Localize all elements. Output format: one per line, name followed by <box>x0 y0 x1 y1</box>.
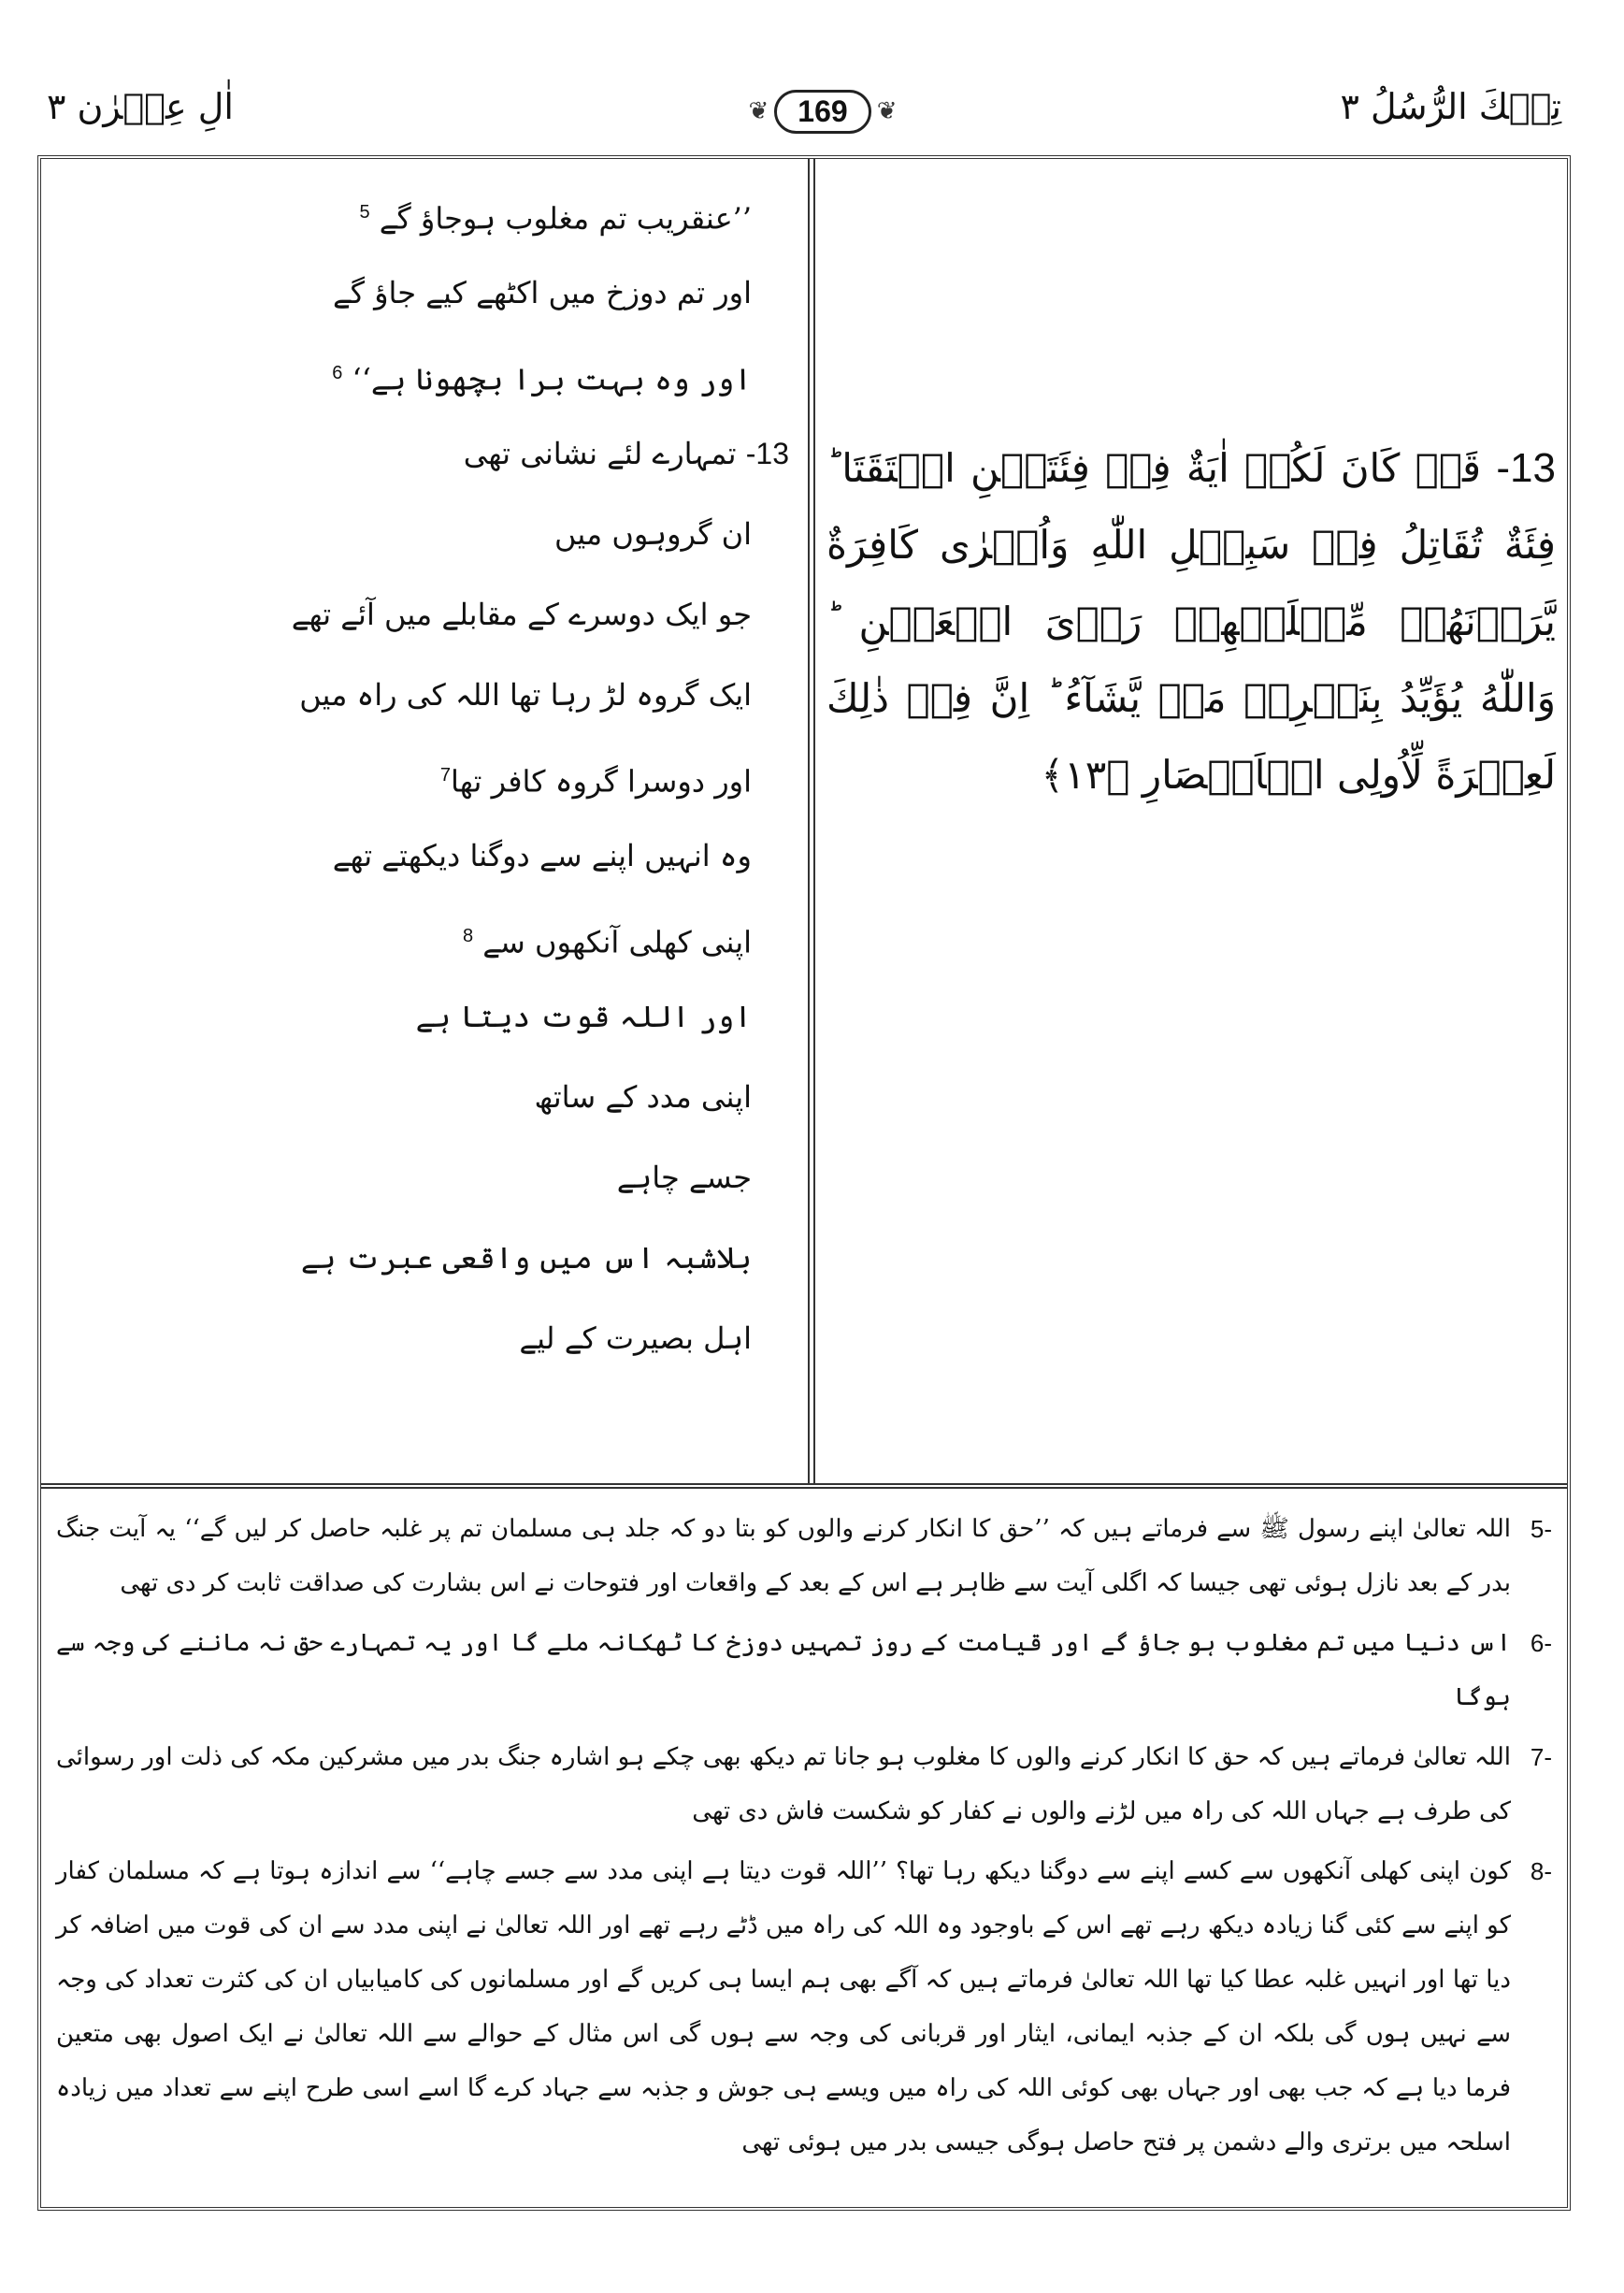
footnote <box>56 1502 1552 1610</box>
arabic-text: قَدۡ كَانَ لَكُمۡ اٰيَةٌ فِىۡ فِئَتَيۡنِ الۡتَقَتَا ؕ فِئَةٌ تُقَاتِلُ فِىۡ سَبِيۡلِ اللّٰهِ وَاُخۡرٰى كَافِرَةٌ يَّرَوۡنَهُمۡ مِّثۡلَيۡهِمۡ رَاۡىَ الۡعَيۡنِ ؕ وَاللّٰهُ يُؤَيِّدُ بِنَصۡرِهٖ مَنۡ يَّشَآءُ ؕ اِنَّ فِىۡ ذٰلِكَ لَعِبۡرَةً لِّاُولِى الۡاَبۡصَارِ ﴿۱۳﴾ <box>826 445 1556 798</box>
ornament-icon: ❦ <box>876 97 898 125</box>
translation-line: اور تم دوزخ میں اکٹھے کیے جاؤ گے <box>332 275 752 310</box>
urdu-translation <box>97 172 789 1378</box>
translation-line: اہل بصیرت کے لیے <box>519 1320 752 1356</box>
column-divider <box>808 159 815 1483</box>
footnote-text: اللہ تعالیٰ اپنے رسول ﷺ سے فرماتے ہیں کہ ’’حق کا انکار کرنے والوں کو بتا دو کہ جلد ہی مسلمان تم پر غلبہ حاصل کر لیں گے‘‘ یہ آیت جنگ بدر کے بعد نازل ہوئی تھی جیسا کہ اگلی آیت سے ظاہر ہے اس کے بعد کے واقعات اور فتوحات نے اس بشارت کی صداقت ثابت کر دی تھی <box>56 1515 1511 1597</box>
translation-line: اپنی مدد کے ساتھ <box>534 1079 752 1115</box>
translation-line: جو ایک دوسرے کے مقابلے میں آئے تھے <box>291 597 752 632</box>
translation-ayah-line: 13- تمہارے لئے نشانی تھی <box>463 436 789 471</box>
translation-ayah-label: 13- <box>745 437 789 470</box>
footnotes <box>56 1502 1552 2175</box>
page-number: 169 <box>774 90 870 134</box>
page-header <box>37 82 1571 148</box>
translation-line: ’’عنقریب تم مغلوب ہوجاؤ گے $^5$ <box>359 200 752 237</box>
translation-line: اور وہ بہت برا بچھونا ہے‘‘ $^6$ <box>332 361 752 397</box>
translation-line: اپنی کھلی آنکھوں سے $^8$ <box>463 924 752 960</box>
footnote-number: -8 <box>1530 1857 1552 1885</box>
translation-line: ایک گروہ لڑ رہا تھا اللہ کی راہ میں <box>299 677 752 713</box>
footnote-number: -5 <box>1530 1515 1552 1543</box>
ayah-number: 13- <box>1496 445 1556 491</box>
ornament-icon: ❦ <box>748 97 769 125</box>
section-divider <box>41 1483 1567 1489</box>
page-frame <box>37 155 1571 2211</box>
page-number-badge <box>729 82 916 140</box>
footnote-text: اللہ تعالیٰ فرماتے ہیں کہ حق کا انکار کرنے والوں کا مغلوب ہو جانا تم دیکھ بھی چکے ہو اشارہ جنگ بدر میں مشرکین مکہ کی ذلت اور رسوائی کی طرف ہے جہاں اللہ کی راہ میں لڑنے والوں نے کفار کو شکست فاش دی تھی <box>56 1743 1511 1825</box>
translation-line: اور اللہ قوت دیتا ہے <box>415 999 752 1034</box>
surah-title: اٰلِ عِمۡرٰن ۳ <box>47 86 234 127</box>
translation-line: وہ انہیں اپنے سے دوگنا دیکھتے تھے <box>332 838 752 873</box>
translation-line: جسے چاہے <box>616 1160 752 1195</box>
footnote-number: -7 <box>1530 1743 1552 1771</box>
footnote-text: اس دنیا میں تم مغلوب ہو جاؤ گے اور قیامت کے روز تمہیں دوزخ کا ٹھکانہ ملے گا اور یہ تمہارے حق نہ ماننے کی وجہ سے ہوگا <box>56 1629 1511 1711</box>
translation-line: ان گروہوں میں <box>553 516 752 552</box>
arabic-verse <box>826 430 1556 814</box>
para-title: تِلۡكَ الرُّسُلُ ۳ <box>1340 86 1561 127</box>
footnote <box>56 1616 1552 1724</box>
footnote-text: کون اپنی کھلی آنکھوں سے کسے اپنے سے دوگنا دیکھ رہا تھا؟ ’’اللہ قوت دیتا ہے اپنی مدد سے جسے چاہے‘‘ سے اندازہ ہوتا ہے کہ مسلمان کفار کو اپنے سے کئی گنا زیادہ دیکھ رہے تھے اس کے باوجود وہ اللہ کی راہ میں ڈٹے رہے تھے اور اللہ تعالیٰ نے اپنی مدد سے ان کی قوت میں اضافہ کر دیا تھا اور انہیں غلبہ عطا کیا تھا اللہ تعالیٰ فرماتے ہیں کہ آگے بھی ہم ایسا ہی کریں گے اور مسلمانوں کی کامیابیاں ان کی کثرت تعداد کی وجہ سے نہیں ہوں گی بلکہ ان کے جذبہ ایمانی، ایثار اور قربانی کی وجہ سے ہوں گی اس مثال کے حوالے سے اللہ تعالیٰ نے ایک اصول بھی متعین فرما دیا ہے کہ جب بھی اور جہاں بھی کوئی اللہ کی راہ میں ویسے ہی جوش و جذبہ سے جہاد کرے گا اسے اسی طرح اپنے سے تعداد میں زیادہ اسلحہ میں برتری والے دشمن پر فتح حاصل ہوگی جیسی بدر میں ہوئی تھی <box>56 1857 1511 2156</box>
footnote <box>56 1844 1552 2170</box>
verse-area <box>41 159 1567 1483</box>
footnote-number: -6 <box>1530 1629 1552 1657</box>
translation-line: بلاشبہ اس میں واقعی عبرت ہے <box>300 1240 752 1276</box>
translation-line: اور دوسرا گروہ کافر تھا$^7$ <box>439 763 752 800</box>
footnote <box>56 1730 1552 1839</box>
